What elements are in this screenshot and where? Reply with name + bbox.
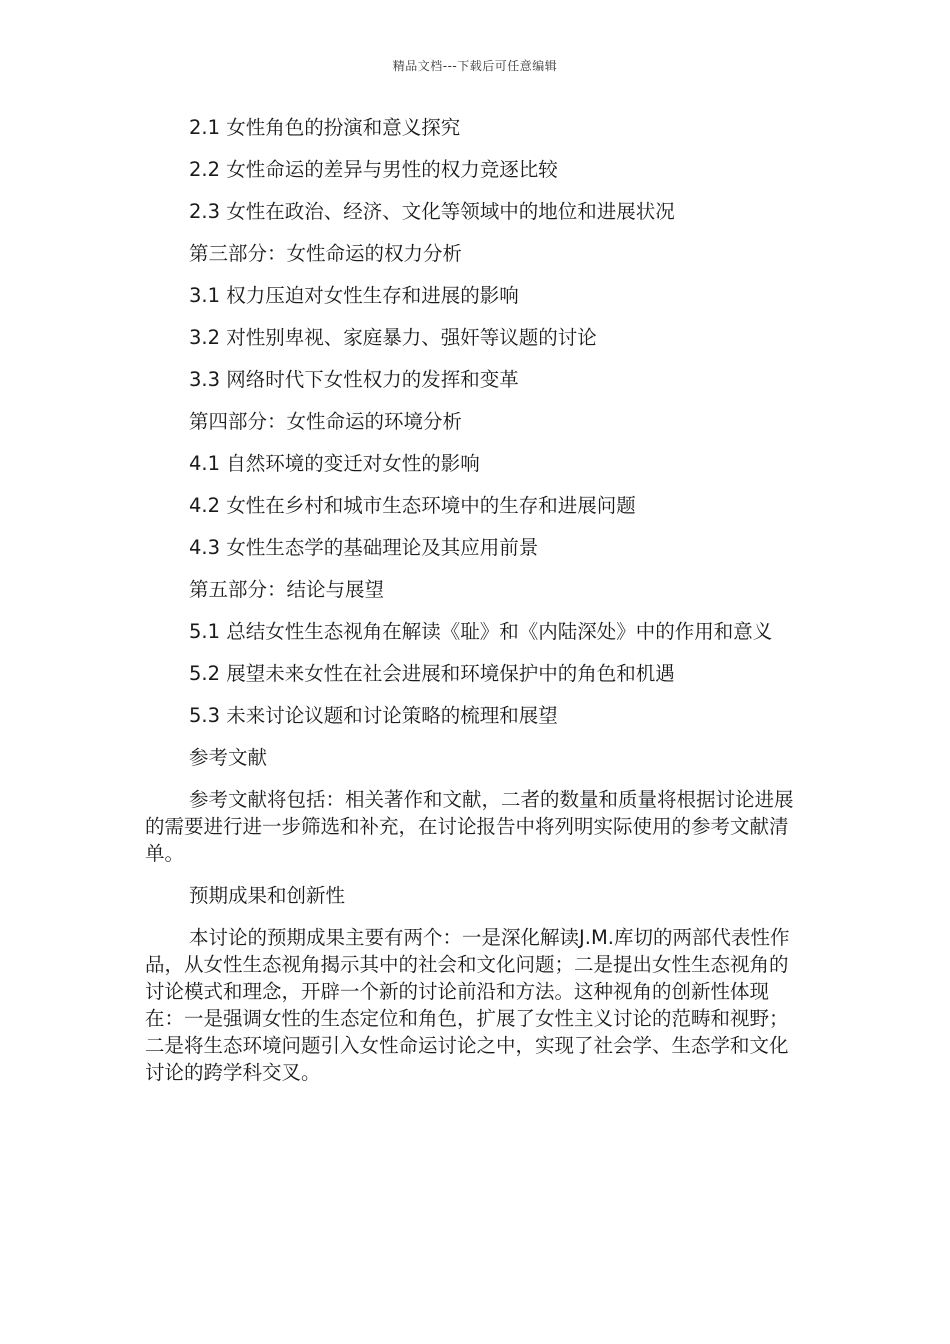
part-4-heading: 第四部分：女性命运的环境分析 bbox=[189, 410, 463, 433]
references-paragraph: 参考文献将包括：相关著作和文献，二者的数量和质量将根据讨论进展的需要进行进一步筛选和补充，在讨论报告中将列明实际使用的参考文献清单。 bbox=[145, 788, 794, 865]
part-3-heading: 第三部分：女性命运的权力分析 bbox=[189, 242, 463, 265]
section-2-3: 2.3 女性在政治、经济、文化等领域中的地位和进展状况 bbox=[189, 200, 675, 223]
references-heading: 参考文献 bbox=[189, 746, 268, 769]
section-4-1: 4.1 自然环境的变迁对女性的影响 bbox=[189, 452, 480, 475]
section-2-2: 2.2 女性命运的差异与男性的权力竞逐比较 bbox=[189, 158, 558, 181]
outcomes-heading: 预期成果和创新性 bbox=[189, 884, 346, 907]
section-2-1: 2.1 女性角色的扮演和意义探究 bbox=[189, 116, 461, 139]
section-5-3: 5.3 未来讨论议题和讨论策略的梳理和展望 bbox=[189, 704, 558, 727]
outcomes-paragraph: 本讨论的预期成果主要有两个：一是深化解读J.M.库切的两部代表性作品，从女性生态视角揭示其中的社会和文化问题；二是提出女性生态视角的讨论模式和理念，开辟一个新的讨论前沿和方法。这种视角的创新性体现在：一是强调女性的生态定位和角色，扩展了女性主义讨论的范畴和视野；二是将生态环境问题引入女性命运讨论之中，实现了社会学、生态学和文化讨论的跨学科交叉。 bbox=[145, 926, 790, 1084]
part-5-heading: 第五部分：结论与展望 bbox=[189, 578, 385, 601]
page-header: 精品文档---下载后可任意编辑 bbox=[392, 59, 558, 73]
section-4-3: 4.3 女性生态学的基础理论及其应用前景 bbox=[189, 536, 539, 559]
section-5-1: 5.1 总结女性生态视角在解读《耻》和《内陆深处》中的作用和意义 bbox=[189, 620, 773, 643]
section-3-3: 3.3 网络时代下女性权力的发挥和变革 bbox=[189, 368, 519, 391]
section-3-2: 3.2 对性别卑视、家庭暴力、强奸等议题的讨论 bbox=[189, 326, 597, 349]
section-3-1: 3.1 权力压迫对女性生存和进展的影响 bbox=[189, 284, 519, 307]
section-4-2: 4.2 女性在乡村和城市生态环境中的生存和进展问题 bbox=[189, 494, 636, 517]
document-body bbox=[145, 114, 795, 1101]
section-5-2: 5.2 展望未来女性在社会进展和环境保护中的角色和机遇 bbox=[189, 662, 675, 685]
